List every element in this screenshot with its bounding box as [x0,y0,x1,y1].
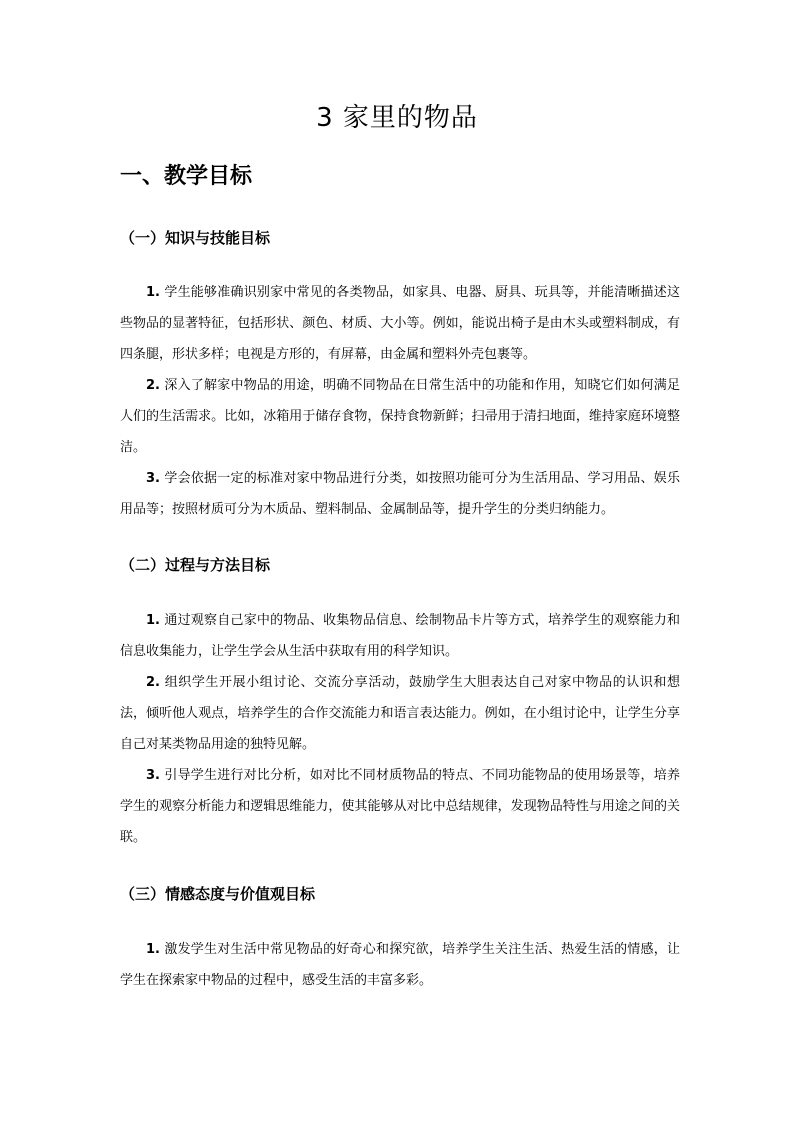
item-number: 3. [146,471,160,486]
paragraph [120,934,680,996]
knowledge-skills-paragraphs [120,277,680,525]
process-methods-paragraphs [120,605,680,853]
item-number: 3. [146,768,160,783]
item-text: 学会依据一定的标准对家中物品进行分类，如按照功能可分为生活用品、学习用品、娱乐用品等；按照材质可分为木质品、塑料制品、金属制品等，提升学生的分类归纳能力。 [120,471,680,517]
item-text: 激发学生对生活中常见物品的好奇心和探究欲，培养学生关注生活、热爱生活的情感，让学生在探索家中物品的过程中，感受生活的丰富多彩。 [120,942,680,988]
item-text: 引导学生进行对比分析，如对比不同材质物品的特点、不同功能物品的使用场景等，培养学生的观察分析能力和逻辑思维能力，使其能够从对比中总结规律，发现物品特性与用途之间的关联。 [120,768,680,845]
item-number: 2. [146,675,160,690]
paragraph [120,760,680,853]
item-text: 通过观察自己家中的物品、收集物品信息、绘制物品卡片等方式，培养学生的观察能力和信息收集能力，让学生学会从生活中获取有用的科学知识。 [120,613,680,659]
emotion-values-paragraphs [120,934,680,996]
paragraph [120,667,680,760]
subsection-heading-knowledge-skills: （一）知识与技能目标 [120,229,271,247]
item-text: 学生能够准确识别家中常见的各类物品，如家具、电器、厨具、玩具等，并能清晰描述这些物品的显著特征，包括形状、颜色、材质、大小等。例如，能说出椅子是由木头或塑料制成，有四条腿，形状多样；电视是方形的，有屏幕，由金属和塑料外壳包裹等。 [120,285,680,362]
paragraph [120,277,680,370]
item-number: 2. [146,378,160,393]
item-number: 1. [146,285,160,300]
section-heading-teaching-goals: 一、教学目标 [120,164,253,189]
paragraph [120,370,680,463]
item-text: 深入了解家中物品的用途，明确不同物品在日常生活中的功能和作用，知晓它们如何满足人们的生活需求。比如，冰箱用于储存食物，保持食物新鲜；扫帚用于清扫地面，维持家庭环境整洁。 [120,378,680,455]
item-number: 1. [146,613,160,628]
document-title: 3 家里的物品 [316,103,478,133]
paragraph [120,605,680,667]
item-number: 1. [146,942,160,957]
item-text: 组织学生开展小组讨论、交流分享活动，鼓励学生大胆表达自己对家中物品的认识和想法，倾听他人观点，培养学生的合作交流能力和语言表达能力。例如，在小组讨论中，让学生分享自己对某类物品用途的独特见解。 [120,675,680,752]
subsection-heading-emotion-values: （三）情感态度与价值观目标 [120,885,316,903]
paragraph [120,463,680,525]
subsection-heading-process-methods: （二）过程与方法目标 [120,556,271,574]
